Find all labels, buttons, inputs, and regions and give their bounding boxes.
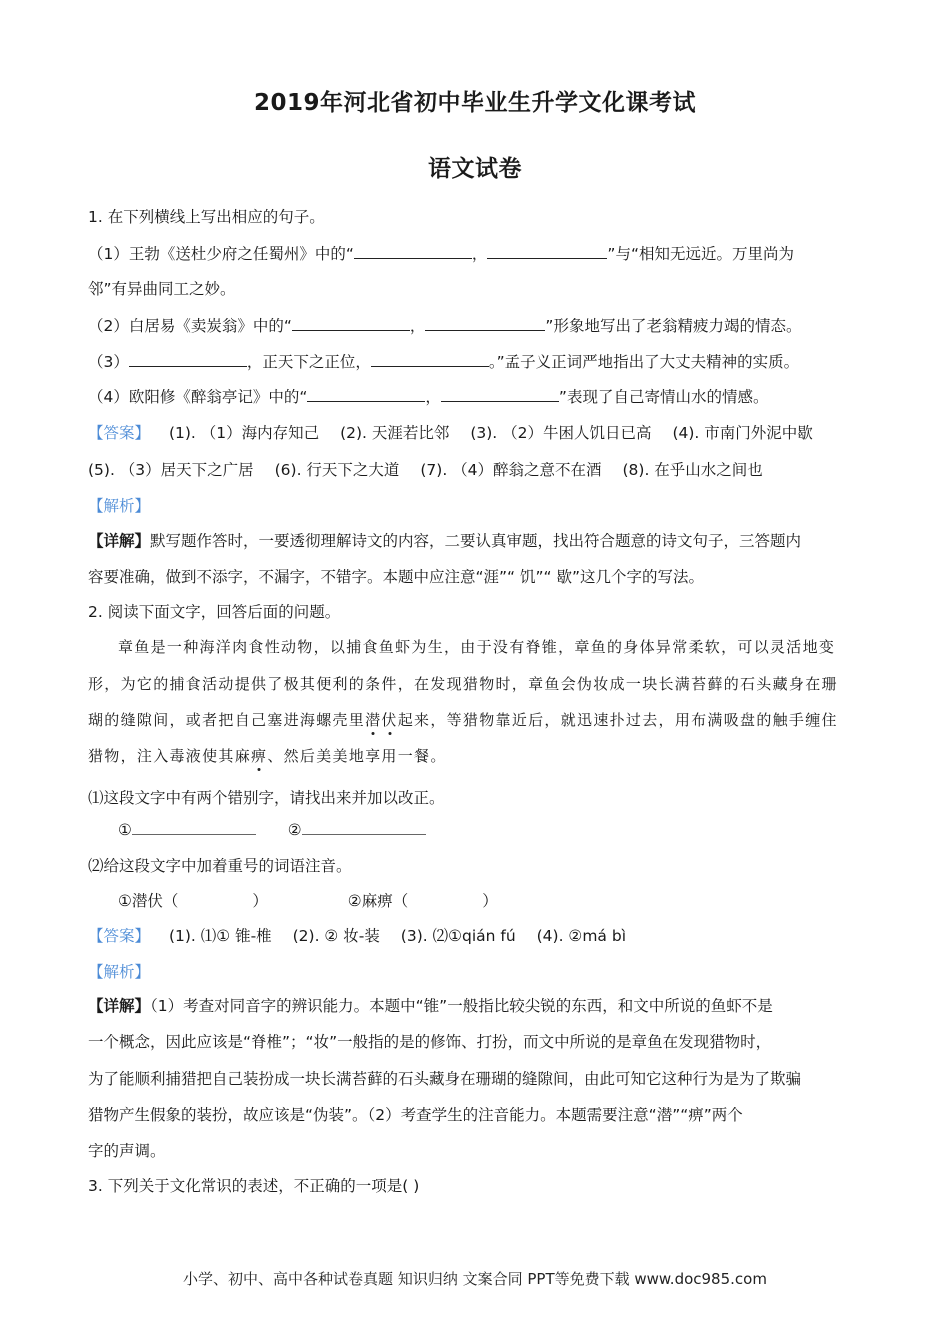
answer-item: (2). 天涯若比邻 bbox=[340, 424, 450, 442]
q1-item-1-cont: 邻”有异曲同工之妙。 bbox=[88, 280, 236, 298]
q3-stem: 3. 下列关于文化常识的表述，不正确的一项是( ) bbox=[88, 1177, 420, 1195]
detail-tag: 【详解】 bbox=[88, 532, 151, 550]
q1-detail-2: 容要准确，做到不添字，不漏字，不错字。本题中应注意“涯”“ 饥”“ 歇”这几个字的写法。 bbox=[88, 568, 705, 586]
emphasis-char: 潜 bbox=[365, 711, 382, 729]
q1-answers-line-1 bbox=[88, 421, 868, 443]
answer-item: (4). 市南门外泥中歇 bbox=[672, 424, 813, 442]
answer-item: (6). 行天下之大道 bbox=[274, 461, 400, 479]
answer-item: (3). （2）牛困人饥日已高 bbox=[470, 424, 652, 442]
q1-item-4: （4）欧阳修《醉翁亭记》中的“ ， ”表现了自己寄情山水的情感。 bbox=[88, 388, 769, 406]
exam-title: 2019年河北省初中毕业生升学文化课考试 bbox=[253, 90, 696, 116]
q2-sub-1-blanks: ① ② bbox=[118, 820, 898, 839]
q1-detail-1: 【详解】默写题作答时，一要透彻理解诗文的内容，二要认真审题，找出符合题意的诗文句子，三答题内 bbox=[88, 532, 802, 550]
q2-passage-line-3: 瑚的缝隙间，或者把自己塞进海螺壳里潜伏起来，等猎物靠近后，就迅速扑过去，用布满吸盘的触手缠住 bbox=[88, 711, 838, 729]
answer-item: (2). ② 妆-装 bbox=[292, 927, 380, 945]
analysis-tag: 【解析】 bbox=[88, 497, 151, 515]
exam-subtitle: 语文试卷 bbox=[428, 156, 522, 182]
answer-blank[interactable] bbox=[307, 387, 425, 402]
q2-passage-line-1: 章鱼是一种海洋肉食性动物，以捕食鱼虾为生，由于没有脊锥，章鱼的身体异常柔软，可以灵活地变 bbox=[118, 638, 836, 656]
q1-item-2: （2）白居易《卖炭翁》中的“ ， ”形象地写出了老翁精疲力竭的情态。 bbox=[88, 317, 802, 335]
answer-blank[interactable] bbox=[354, 244, 472, 259]
answer-blank[interactable] bbox=[132, 820, 256, 835]
answer-item: (1). ⑴① 锥-椎 bbox=[168, 927, 272, 945]
q2-passage-line-4: 猎物，注入毒液使其麻痹、然后美美地享用一餐。 bbox=[88, 747, 447, 765]
q1-item-3: （3） ，正天下之正位， 。”孟子义正词严地指出了大丈夫精神的实质。 bbox=[88, 353, 800, 371]
q2-sub-2-items: ①潜伏（ ） ②麻痹（ ） bbox=[118, 892, 498, 910]
answer-blank[interactable] bbox=[129, 352, 247, 367]
answer-blank[interactable] bbox=[425, 316, 545, 331]
answer-blank[interactable] bbox=[371, 352, 489, 367]
answer-blank[interactable] bbox=[302, 820, 426, 835]
answer-blank[interactable] bbox=[292, 316, 410, 331]
q2-detail-2: 一个概念，因此应该是“脊椎”；“妆”一般指的是的修饰、打扮，而文中所说的是章鱼在发现猎物时， bbox=[88, 1033, 772, 1051]
detail-tag: 【详解】 bbox=[88, 997, 151, 1015]
answer-item: (1). （1）海内存知己 bbox=[168, 424, 320, 442]
q2-answers bbox=[88, 924, 868, 946]
q1-answers-line-2 bbox=[88, 458, 868, 480]
q1-item-1: （1）王勃《送杜少府之任蜀州》中的“ ， ”与“相知无远近。万里尚为 bbox=[88, 245, 794, 263]
emphasis-char: 伏 bbox=[381, 711, 398, 729]
answer-tag: 【答案】 bbox=[88, 424, 151, 442]
answer-item: (7). （4）醉翁之意不在酒 bbox=[420, 461, 602, 479]
footer-text: 小学、初中、高中各种试卷真题 知识归纳 文案合同 PPT等免费下载 www.doc985.com bbox=[183, 1270, 767, 1288]
q2-detail-1: 【详解】（1）考查对同音字的辨识能力。本题中“锥”一般指比较尖锐的东西，和文中所说的鱼虾不是 bbox=[88, 997, 773, 1015]
q2-detail-5: 字的声调。 bbox=[88, 1142, 166, 1160]
q2-passage-line-2: 形，为它的捕食活动提供了极其便利的条件，在发现猎物时，章鱼会伪妆成一块长满苔藓的石头藏身在珊 bbox=[88, 675, 838, 693]
q2-sub-2: ⑵给这段文字中加着重号的词语注音。 bbox=[88, 857, 352, 875]
q2-stem: 2. 阅读下面文字，回答后面的问题。 bbox=[88, 603, 341, 621]
answer-item: (5). （3）居天下之广居 bbox=[88, 461, 254, 479]
q2-detail-4: 猎物产生假象的装扮，故应该是“伪装”。（2）考查学生的注音能力。本题需要注意“潜”“痹”两个 bbox=[88, 1106, 743, 1124]
answer-item: (3). ⑵①qián fú bbox=[400, 927, 516, 945]
answer-item: (4). ②má bì bbox=[536, 927, 626, 945]
answer-blank[interactable] bbox=[487, 244, 607, 259]
answer-item: (8). 在乎山水之间也 bbox=[622, 461, 763, 479]
q1-stem: 1. 在下列横线上写出相应的句子。 bbox=[88, 208, 325, 226]
answer-blank[interactable] bbox=[441, 387, 559, 402]
q2-detail-3: 为了能顺利捕猎把自己装扮成一块长满苔藓的石头藏身在珊瑚的缝隙间，由此可知它这种行为是为了欺骗 bbox=[88, 1070, 802, 1088]
emphasis-char: 痹 bbox=[251, 747, 268, 765]
answer-tag: 【答案】 bbox=[88, 927, 151, 945]
q2-sub-1: ⑴这段文字中有两个错别字，请找出来并加以改正。 bbox=[88, 789, 445, 807]
analysis-tag: 【解析】 bbox=[88, 963, 151, 981]
